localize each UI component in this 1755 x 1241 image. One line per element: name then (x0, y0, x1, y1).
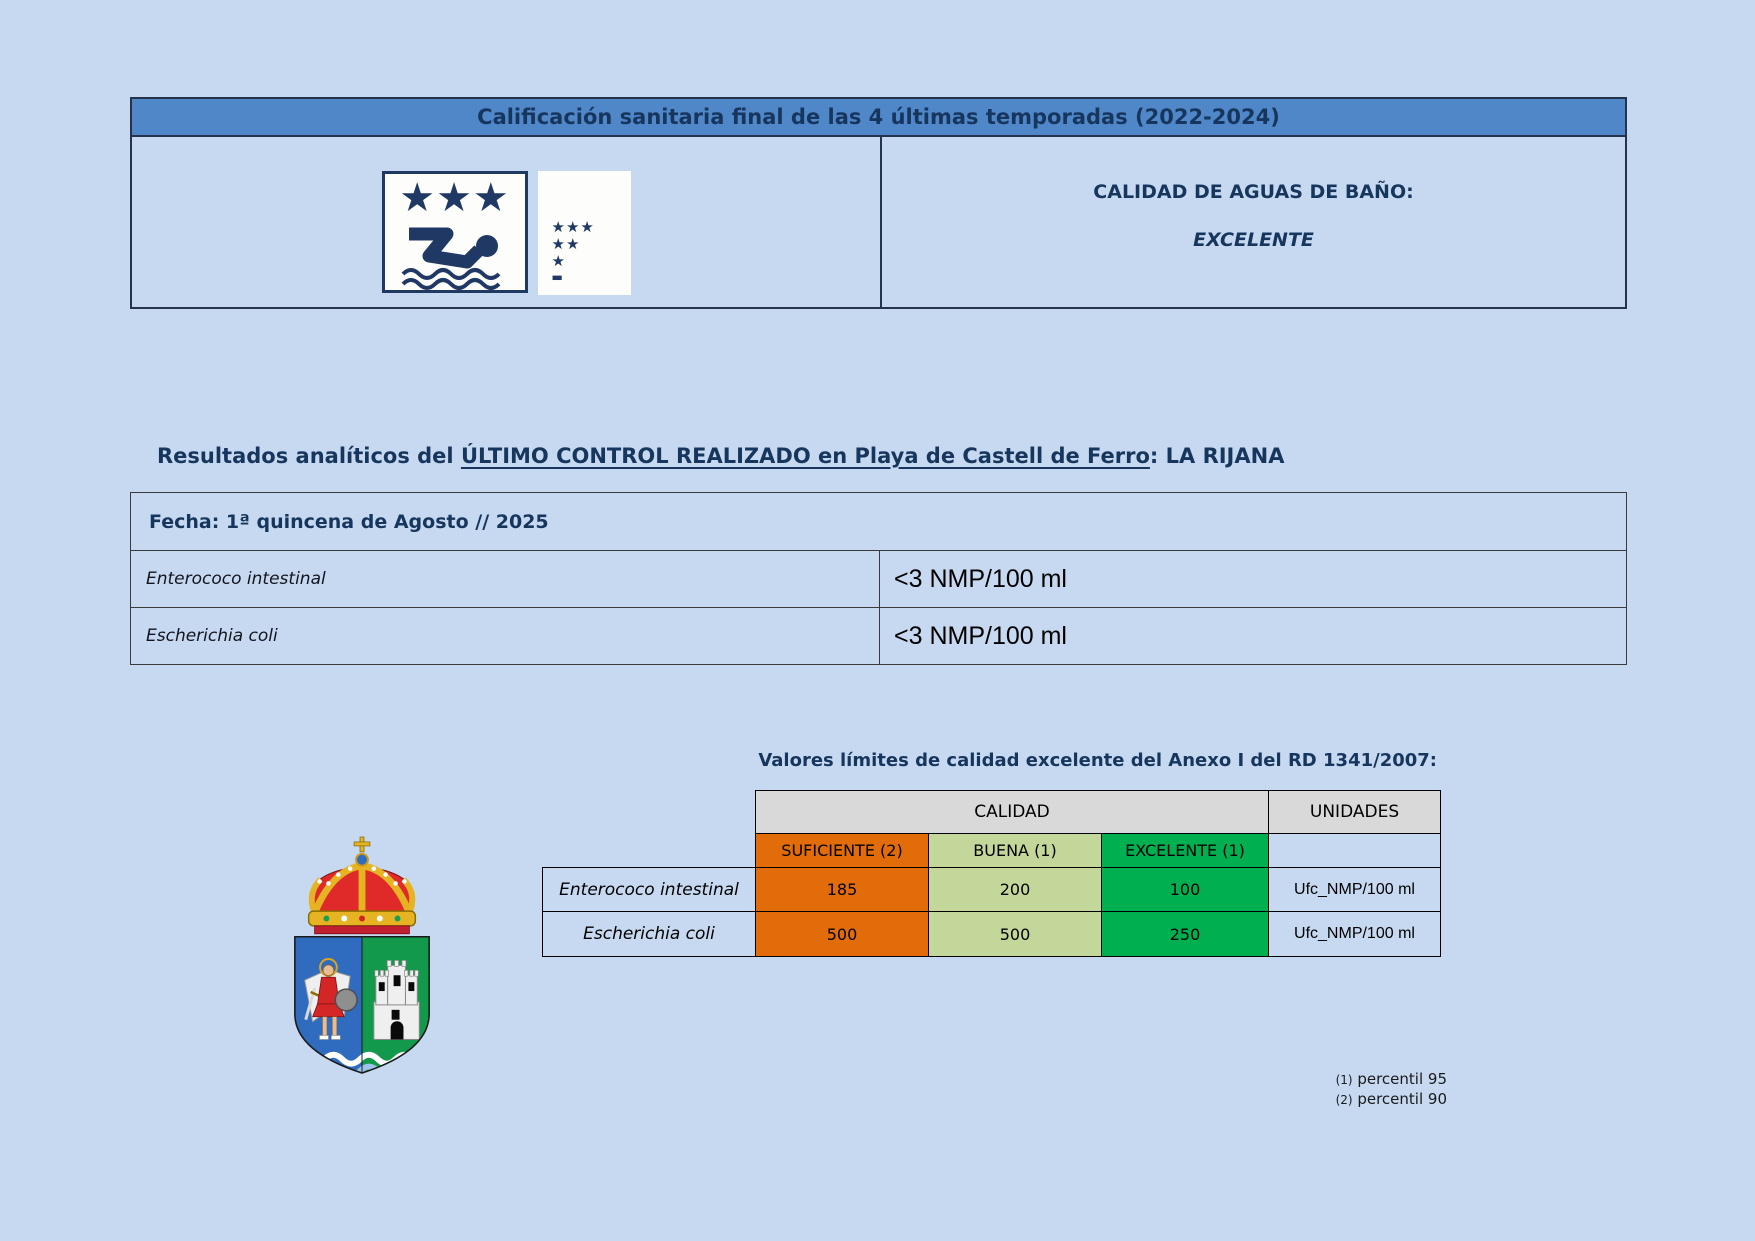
castle-icon (374, 960, 419, 1039)
coat-of-arms (283, 836, 441, 1078)
legend-three-stars-icon: ★★★ (551, 218, 595, 236)
category-suficiente: SUFICIENTE (2) (756, 834, 929, 868)
footnote-1: (1) percentil 95 (1335, 1070, 1447, 1088)
parameter-label: Enterococo intestinal (131, 551, 880, 607)
legend-one-star-icon: ★ (551, 252, 566, 270)
table-row (131, 607, 1626, 664)
limit-value: 250 (1102, 912, 1269, 957)
date-row: Fecha: 1ª quincena de Agosto // 2025 (149, 510, 549, 533)
star-legend-panel (538, 171, 631, 295)
limit-value: 500 (756, 912, 929, 957)
table-row (131, 550, 1626, 607)
results-title-suffix: : LA RIJANA (1149, 444, 1285, 468)
limit-value: 185 (756, 868, 929, 912)
table-row (543, 912, 1441, 957)
spacer-cell (543, 834, 756, 868)
results-title-underlined: ÚLTIMO CONTROL REALIZADO en Playa de Castell de Ferro (460, 444, 1150, 468)
results-table (130, 492, 1627, 665)
category-excelente: EXCELENTE (1) (1102, 834, 1269, 868)
crown-icon (309, 837, 416, 934)
units-empty-cell (1269, 834, 1441, 868)
limits-table (542, 790, 1441, 957)
parameter-value: <3 NMP/100 ml (894, 564, 1067, 593)
limit-value: 500 (929, 912, 1102, 957)
units-value: Ufc_NMP/100 ml (1269, 912, 1441, 957)
limit-parameter-label: Escherichia coli (543, 912, 756, 957)
limit-value: 100 (1102, 868, 1269, 912)
swimmer-icon (395, 220, 515, 290)
results-title (157, 444, 1284, 468)
quality-value: EXCELENTE (1193, 229, 1314, 251)
limit-parameter-label: Enterococo intestinal (543, 868, 756, 912)
parameter-value: <3 NMP/100 ml (894, 621, 1067, 650)
category-buena: BUENA (1) (929, 834, 1102, 868)
units-value: Ufc_NMP/100 ml (1269, 868, 1441, 912)
legend-dash-icon: ▬ (551, 270, 564, 284)
footnotes (1336, 1070, 1447, 1110)
table-row (543, 868, 1441, 912)
rating-icon-cell (132, 137, 882, 307)
limits-title: Valores límites de calidad excelente del Anexo I del RD 1341/2007: (758, 750, 1437, 771)
classification-table (130, 97, 1627, 309)
spacer-cell (543, 791, 756, 834)
quality-label: CALIDAD DE AGUAS DE BAÑO: (1093, 181, 1414, 203)
calidad-header: CALIDAD (756, 791, 1269, 834)
unidades-header: UNIDADES (1269, 791, 1441, 834)
results-title-prefix: Resultados analíticos del (157, 444, 461, 468)
limit-value: 200 (929, 868, 1102, 912)
parameter-label: Escherichia coli (131, 608, 880, 664)
three-stars-icon: ★★★ (399, 175, 510, 221)
swimmer-rating-box (382, 171, 528, 293)
water-quality-rating-icon (382, 171, 631, 295)
shield (289, 937, 431, 1076)
footnote-2: (2) percentil 90 (1335, 1090, 1447, 1108)
legend-two-stars-icon: ★★ (551, 235, 581, 253)
quality-cell (882, 131, 1625, 301)
classification-table-header: Calificación sanitaria final de las 4 últimas temporadas (2022-2024) (132, 99, 1625, 137)
